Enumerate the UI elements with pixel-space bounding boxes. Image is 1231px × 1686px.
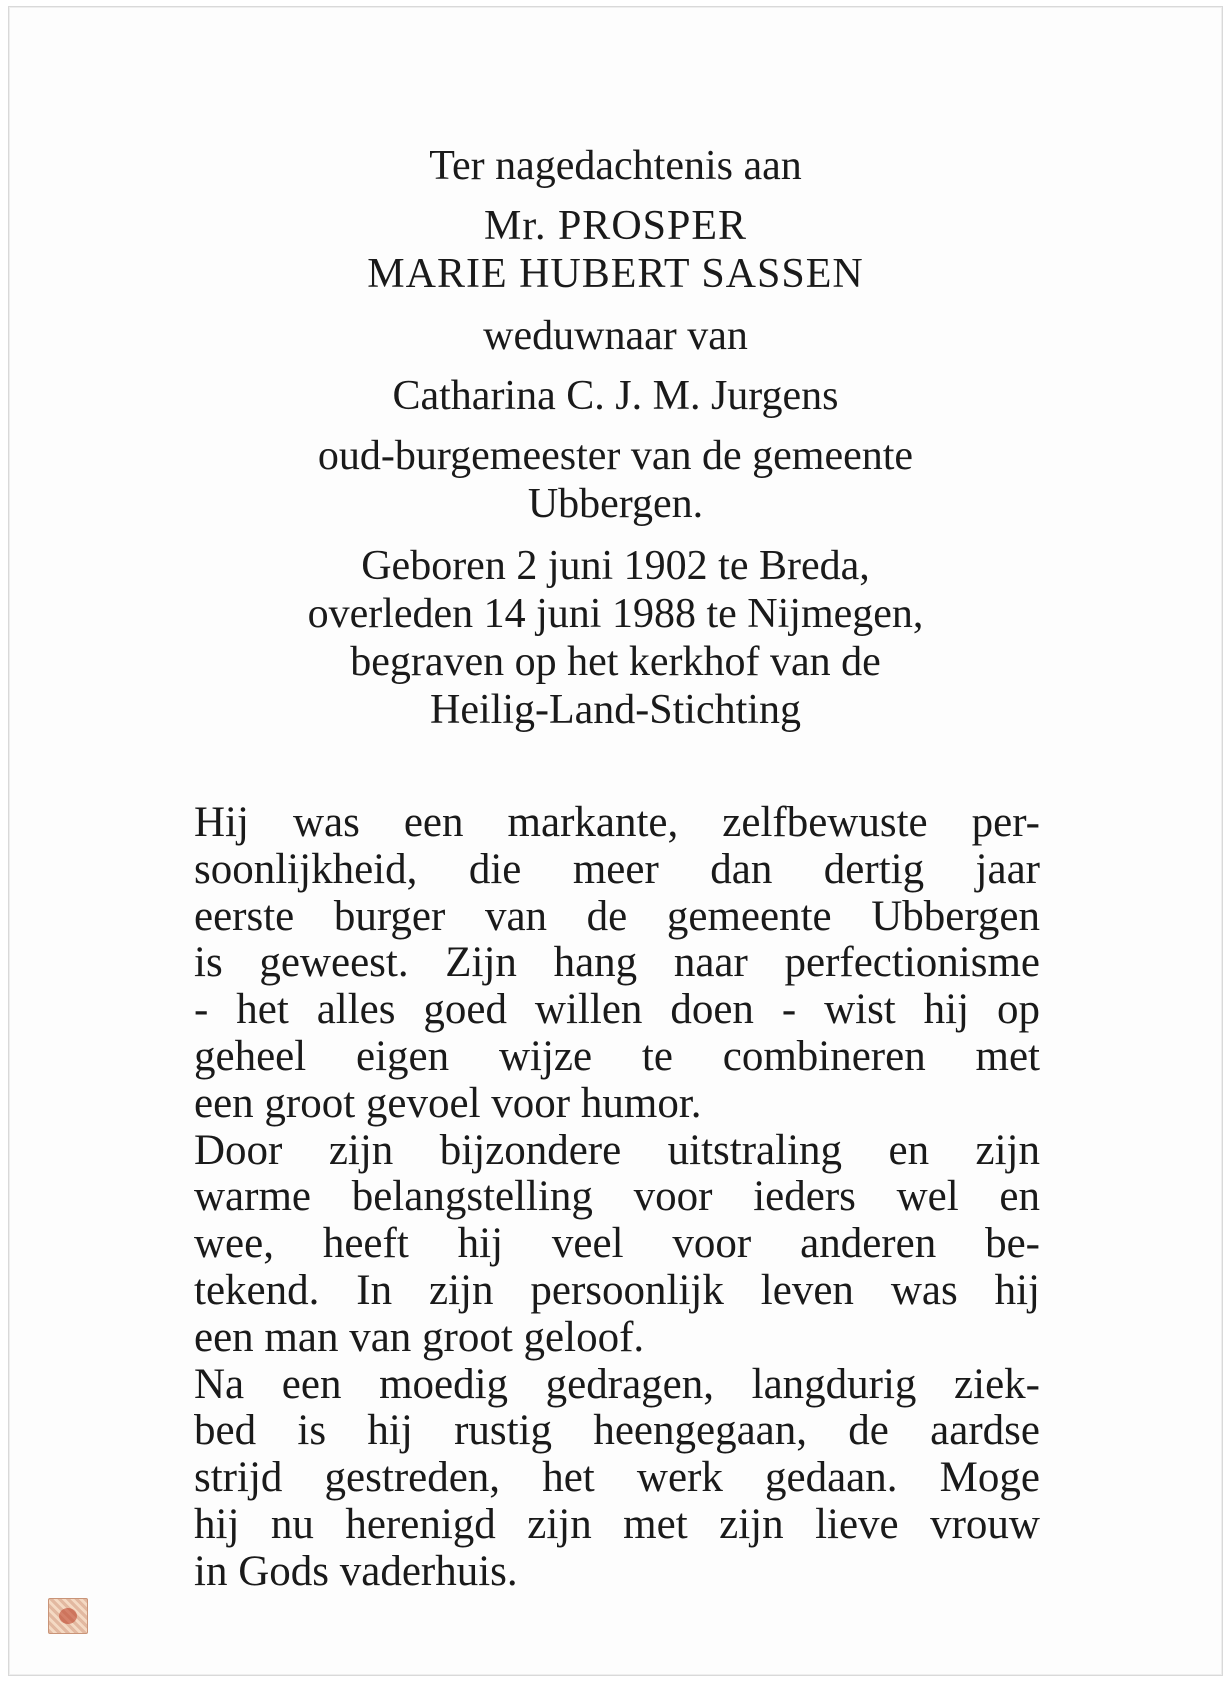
deceased-name-line-1: Mr. PROSPER [483,203,748,249]
text-line: soonlijkheid, die meer dan dertig jaar [194,845,1040,893]
text-line: bed is hij rustig heengegaan, de aardse [194,1407,1040,1455]
text-line: een man van groot geloof. [194,1313,645,1361]
spouse-name: Catharina C. J. M. Jurgens [392,373,839,419]
text-line: Na een moedig gedragen, langdurig ziek- [194,1360,1040,1408]
role-line-2: Ubbergen. [527,481,704,527]
burial-line-2: Heilig-Land-Stichting [430,687,801,733]
text-line: hij nu herenigd zijn met zijn lieve vrouw [194,1500,1040,1548]
burial-line-1: begraven op het kerkhof van de [350,639,881,685]
birth-line: Geboren 2 juni 1902 te Breda, [361,543,870,589]
text-line: in Gods vaderhuis. [194,1547,518,1595]
intro-line: Ter nagedachtenis aan [429,143,802,189]
text-line: is geweest. Zijn hang naar perfectionisme [194,939,1040,987]
text-line: Door zijn bijzondere uitstraling en zijn [194,1126,1040,1174]
text-line: - het alles goed willen doen - wist hij op [194,986,1040,1034]
text-line: een groot gevoel voor humor. [194,1079,702,1127]
text-line: wee, heeft hij veel voor anderen be- [194,1220,1040,1268]
text-line: tekend. In zijn persoonlijk leven was hij [194,1266,1040,1314]
archive-stamp-icon [48,1598,88,1634]
text-line: eerste burger van de gemeente Ubbergen [194,892,1040,940]
text-line: warme belangstelling voor ieders wel en [194,1173,1040,1221]
death-line: overleden 14 juni 1988 te Nijmegen, [307,591,924,637]
text-line: Hij was een markante, zelfbewuste per- [194,799,1040,846]
text-line: strijd gestreden, het werk gedaan. Moge [194,1454,1040,1502]
memorial-header [0,142,1231,734]
text-line: geheel eigen wijze te combineren met [194,1032,1040,1080]
deceased-name-line-2: MARIE HUBERT SASSEN [367,251,864,297]
widower-of-line: weduwnaar van [483,313,748,359]
memorial-text [194,800,1040,1596]
role-line-1: oud-burgemeester van de gemeente [317,433,914,479]
